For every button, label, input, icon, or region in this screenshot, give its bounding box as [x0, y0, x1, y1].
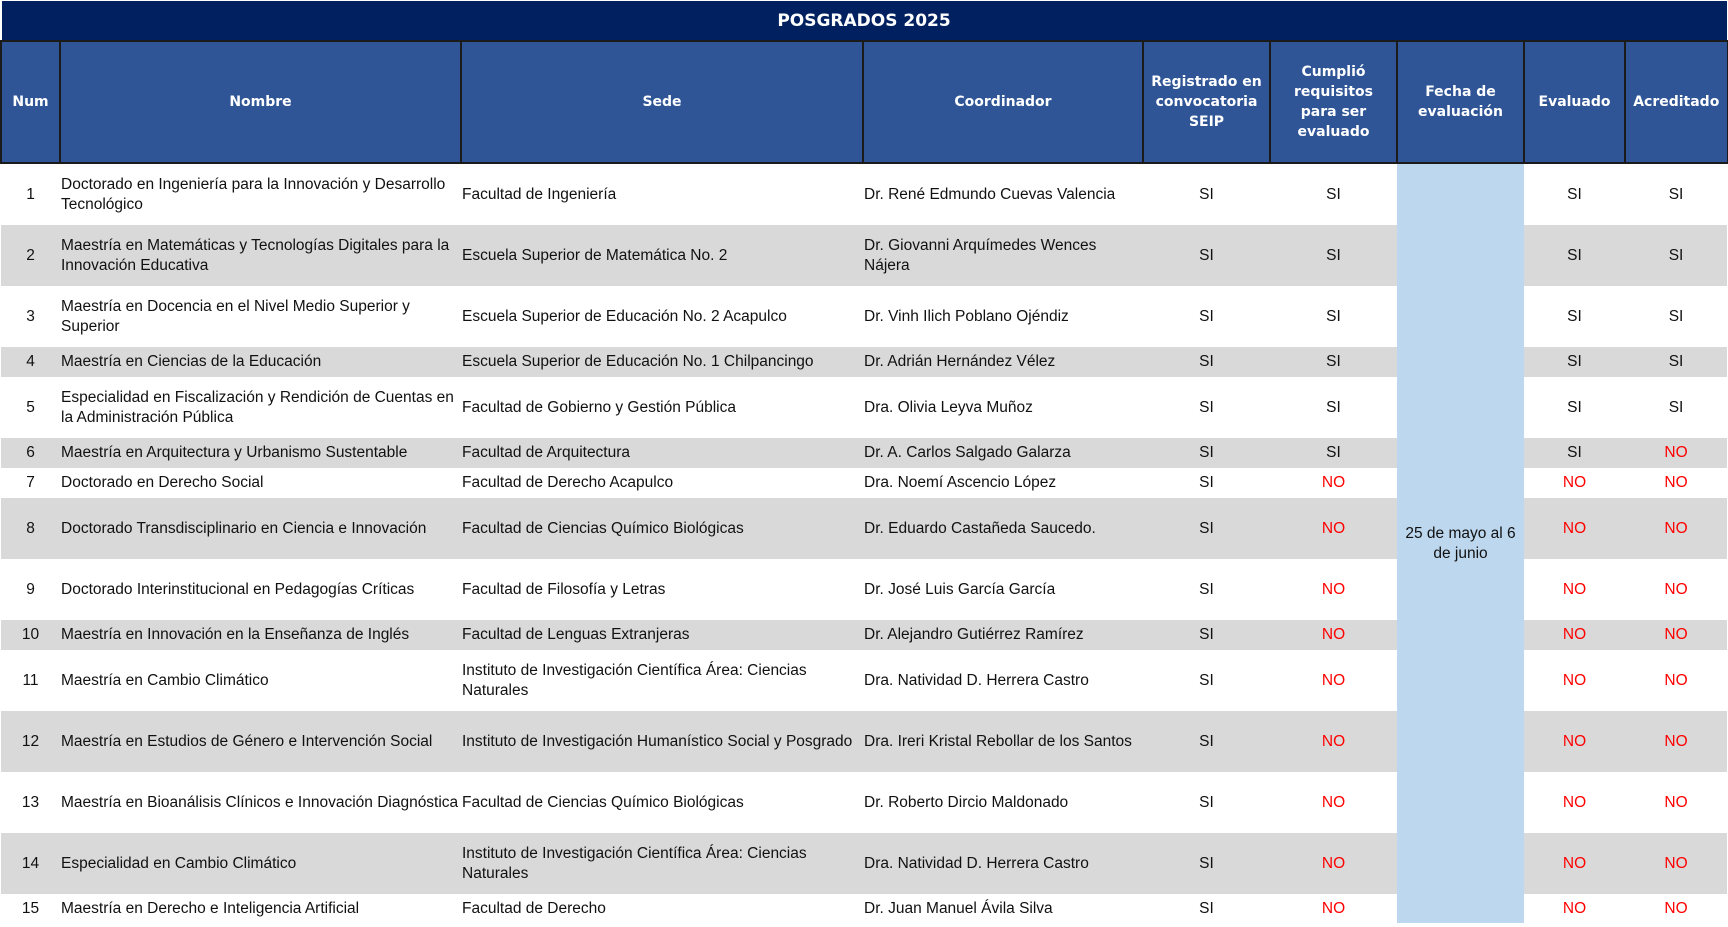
cell-coordinador[interactable]: Dr. Roberto Dircio Maldonado — [864, 793, 1069, 811]
cell-num[interactable]: 2 — [1, 225, 60, 286]
cell-num[interactable]: 13 — [21, 793, 40, 811]
cell-nombre[interactable]: Maestría en Cambio Climático — [61, 671, 269, 689]
cell-sede[interactable]: Facultad de Ciencias Químico Biológicas — [461, 498, 863, 559]
cell-registrado[interactable]: SI — [1143, 438, 1270, 468]
cell-registrado[interactable]: SI — [1143, 620, 1270, 650]
cell-nombre[interactable]: Doctorado en Derecho Social — [61, 474, 264, 491]
cell-registrado[interactable]: SI — [1143, 225, 1270, 286]
cell-acreditado[interactable]: NO — [1625, 438, 1727, 468]
cell-nombre[interactable]: Maestría en Innovación en la Enseñanza de Inglés — [60, 620, 461, 650]
cell-cumplio[interactable]: SI — [1270, 225, 1397, 286]
cell-num[interactable]: 7 — [26, 474, 35, 491]
cell-cumplio[interactable]: SI — [1326, 307, 1341, 325]
cell-num[interactable]: 9 — [26, 580, 35, 598]
cell-coordinador[interactable]: Dra. Ireri Kristal Rebollar de los Santos — [863, 711, 1143, 772]
cell-evaluado[interactable]: NO — [1524, 711, 1625, 772]
header-row — [1, 41, 1727, 163]
cell-acreditado[interactable]: SI — [1625, 347, 1727, 377]
header-fecha[interactable]: Fecha de evaluación — [1397, 41, 1524, 163]
cell-coordinador[interactable]: Dra. Natividad D. Herrera Castro — [863, 833, 1143, 894]
cell-nombre[interactable]: Especialidad en Cambio Climático — [60, 833, 461, 894]
cell-sede[interactable]: Facultad de Derecho Acapulco — [462, 474, 674, 491]
header-acreditado[interactable]: Acreditado — [1625, 41, 1727, 163]
cell-sede[interactable]: Instituto de Investigación Científica Área: Ciencias Naturales — [461, 833, 863, 894]
cell-sede[interactable]: Escuela Superior de Educación No. 2 Acapulco — [462, 307, 787, 325]
cell-num[interactable]: 1 — [26, 185, 35, 203]
cell-sede[interactable]: Facultad de Arquitectura — [461, 438, 863, 468]
cell-sede[interactable]: Escuela Superior de Matemática No. 2 — [461, 225, 863, 286]
cell-evaluado[interactable]: SI — [1567, 398, 1582, 416]
cell-acreditado[interactable]: NO — [1664, 793, 1688, 811]
cell-evaluado[interactable]: NO — [1562, 671, 1587, 689]
cell-cumplio[interactable]: SI — [1270, 438, 1397, 468]
cell-evaluado[interactable]: SI — [1567, 307, 1582, 325]
cell-registrado[interactable]: SI — [1199, 793, 1214, 811]
cell-evaluado[interactable]: NO — [1524, 620, 1625, 650]
cell-cumplio[interactable]: NO — [1270, 711, 1397, 772]
cell-num[interactable]: 10 — [1, 620, 60, 650]
cell-acreditado[interactable]: NO — [1664, 671, 1688, 689]
cell-acreditado[interactable]: SI — [1625, 225, 1727, 286]
fecha-evaluacion-cell[interactable]: 25 de mayo al 6 de junio — [1397, 163, 1524, 923]
cell-acreditado[interactable]: NO — [1625, 498, 1727, 559]
cell-cumplio[interactable]: NO — [1270, 498, 1397, 559]
header-num[interactable]: Num — [1, 41, 60, 163]
cell-coordinador[interactable]: Dr. A. Carlos Salgado Galarza — [863, 438, 1143, 468]
cell-num[interactable]: 15 — [21, 899, 40, 917]
cell-registrado[interactable]: SI — [1199, 398, 1214, 416]
cell-acreditado[interactable]: SI — [1668, 307, 1684, 325]
cell-registrado[interactable]: SI — [1199, 185, 1214, 203]
header-registrado[interactable]: Registrado en convocatoria SEIP — [1143, 41, 1270, 163]
cell-cumplio[interactable]: NO — [1321, 580, 1346, 598]
header-nombre[interactable]: Nombre — [60, 41, 461, 163]
header-sede[interactable]: Sede — [461, 41, 863, 163]
cell-evaluado[interactable]: SI — [1524, 347, 1625, 377]
cell-num[interactable]: 6 — [1, 438, 60, 468]
cell-acreditado[interactable]: SI — [1668, 398, 1684, 416]
cell-cumplio[interactable]: NO — [1270, 833, 1397, 894]
cell-nombre[interactable]: Maestría en Derecho e Inteligencia Artificial — [61, 899, 360, 917]
cell-sede[interactable]: Facultad de Ciencias Químico Biológicas — [462, 793, 744, 811]
cell-evaluado[interactable]: NO — [1562, 474, 1587, 491]
cell-coordinador[interactable]: Dr. Adrián Hernández Vélez — [863, 347, 1143, 377]
cell-sede[interactable]: Instituto de Investigación Humanístico Social y Posgrado — [461, 711, 863, 772]
cell-num[interactable]: 14 — [1, 833, 60, 894]
cell-evaluado[interactable]: NO — [1524, 498, 1625, 559]
cell-cumplio[interactable]: NO — [1321, 671, 1346, 689]
cell-coordinador[interactable]: Dr. José Luis García García — [864, 580, 1056, 598]
cell-evaluado[interactable]: SI — [1567, 185, 1582, 203]
cell-coordinador[interactable]: Dr. René Edmundo Cuevas Valencia — [864, 185, 1116, 203]
cell-evaluado[interactable]: NO — [1562, 793, 1587, 811]
cell-sede[interactable]: Facultad de Ingeniería — [462, 185, 617, 203]
cell-evaluado[interactable]: SI — [1524, 225, 1625, 286]
cell-nombre[interactable]: Especialidad en Fiscalización y Rendición de Cuentas en la Administración Pública — [61, 388, 454, 426]
cell-coordinador[interactable]: Dr. Eduardo Castañeda Saucedo. — [863, 498, 1143, 559]
cell-acreditado[interactable]: NO — [1664, 474, 1688, 491]
cell-coordinador[interactable]: Dra. Olivia Leyva Muñoz — [864, 398, 1033, 416]
cell-sede[interactable]: Instituto de Investigación Científica Área: Ciencias Naturales — [462, 661, 807, 699]
cell-registrado[interactable]: SI — [1143, 711, 1270, 772]
cell-nombre[interactable]: Doctorado en Ingeniería para la Innovación y Desarrollo Tecnológico — [61, 175, 446, 213]
cell-num[interactable]: 11 — [22, 671, 39, 689]
cell-num[interactable]: 5 — [26, 398, 35, 416]
cell-acreditado[interactable]: NO — [1625, 833, 1727, 894]
cell-acreditado[interactable]: NO — [1625, 711, 1727, 772]
cell-coordinador[interactable]: Dr. Juan Manuel Ávila Silva — [864, 899, 1053, 917]
header-coordinador[interactable]: Coordinador — [863, 41, 1143, 163]
cell-registrado[interactable]: SI — [1199, 899, 1214, 917]
cell-evaluado[interactable]: NO — [1562, 899, 1587, 917]
cell-registrado[interactable]: SI — [1199, 307, 1214, 325]
cell-num[interactable]: 4 — [1, 347, 60, 377]
header-evaluado[interactable]: Evaluado — [1524, 41, 1625, 163]
cell-acreditado[interactable]: NO — [1625, 620, 1727, 650]
cell-acreditado[interactable]: SI — [1668, 185, 1684, 203]
cell-cumplio[interactable]: NO — [1321, 474, 1346, 491]
cell-coordinador[interactable]: Dra. Noemí Ascencio López — [864, 474, 1057, 491]
cell-sede[interactable]: Facultad de Gobierno y Gestión Pública — [462, 398, 736, 416]
cell-coordinador[interactable]: Dra. Natividad D. Herrera Castro — [864, 671, 1089, 689]
cell-registrado[interactable]: SI — [1199, 580, 1214, 598]
cell-nombre[interactable]: Maestría en Bioanálisis Clínicos e Innovación Diagnóstica — [61, 793, 459, 811]
cell-cumplio[interactable]: NO — [1321, 899, 1346, 917]
cell-coordinador[interactable]: Dr. Vinh Ilich Poblano Ojéndiz — [864, 307, 1069, 325]
cell-evaluado[interactable]: NO — [1524, 833, 1625, 894]
cell-sede[interactable]: Facultad de Lenguas Extranjeras — [461, 620, 863, 650]
cell-acreditado[interactable]: NO — [1664, 580, 1688, 598]
cell-registrado[interactable]: SI — [1199, 671, 1214, 689]
cell-nombre[interactable]: Doctorado Interinstitucional en Pedagogías Críticas — [61, 580, 415, 598]
cell-nombre[interactable]: Maestría en Arquitectura y Urbanismo Sustentable — [60, 438, 461, 468]
cell-acreditado[interactable]: NO — [1664, 899, 1688, 917]
cell-num[interactable]: 12 — [1, 711, 60, 772]
cell-registrado[interactable]: SI — [1143, 347, 1270, 377]
cell-nombre[interactable]: Maestría en Ciencias de la Educación — [60, 347, 461, 377]
table-body — [1, 163, 1727, 923]
cell-cumplio[interactable]: NO — [1270, 620, 1397, 650]
cell-registrado[interactable]: SI — [1143, 498, 1270, 559]
header-cumplio[interactable]: Cumplió requisitos para ser evaluado — [1270, 41, 1397, 163]
cell-nombre[interactable]: Maestría en Matemáticas y Tecnologías Digitales para la Innovación Educativa — [60, 225, 461, 286]
cell-cumplio[interactable]: SI — [1270, 347, 1397, 377]
cell-num[interactable]: 3 — [26, 307, 35, 325]
cell-nombre[interactable]: Maestría en Estudios de Género e Intervención Social — [60, 711, 461, 772]
cell-sede[interactable]: Facultad de Derecho — [462, 899, 606, 917]
table-title: POSGRADOS 2025 — [1, 1, 1727, 42]
cell-sede[interactable]: Escuela Superior de Educación No. 1 Chilpancingo — [461, 347, 863, 377]
cell-nombre[interactable]: Doctorado Transdisciplinario en Ciencia e Innovación — [60, 498, 461, 559]
cell-num[interactable]: 8 — [1, 498, 60, 559]
cell-nombre[interactable]: Maestría en Docencia en el Nivel Medio Superior y Superior — [61, 297, 410, 335]
cell-cumplio[interactable]: SI — [1326, 185, 1341, 203]
cell-cumplio[interactable]: SI — [1326, 398, 1341, 416]
cell-sede[interactable]: Facultad de Filosofía y Letras — [462, 580, 666, 598]
cell-cumplio[interactable]: NO — [1321, 793, 1346, 811]
cell-registrado[interactable]: SI — [1199, 474, 1214, 491]
cell-evaluado[interactable]: SI — [1524, 438, 1625, 468]
cell-coordinador[interactable]: Dr. Giovanni Arquímedes Wences Nájera — [863, 225, 1143, 286]
cell-coordinador[interactable]: Dr. Alejandro Gutiérrez Ramírez — [863, 620, 1143, 650]
cell-evaluado[interactable]: NO — [1562, 580, 1587, 598]
table-row — [1, 163, 1727, 225]
cell-registrado[interactable]: SI — [1143, 833, 1270, 894]
